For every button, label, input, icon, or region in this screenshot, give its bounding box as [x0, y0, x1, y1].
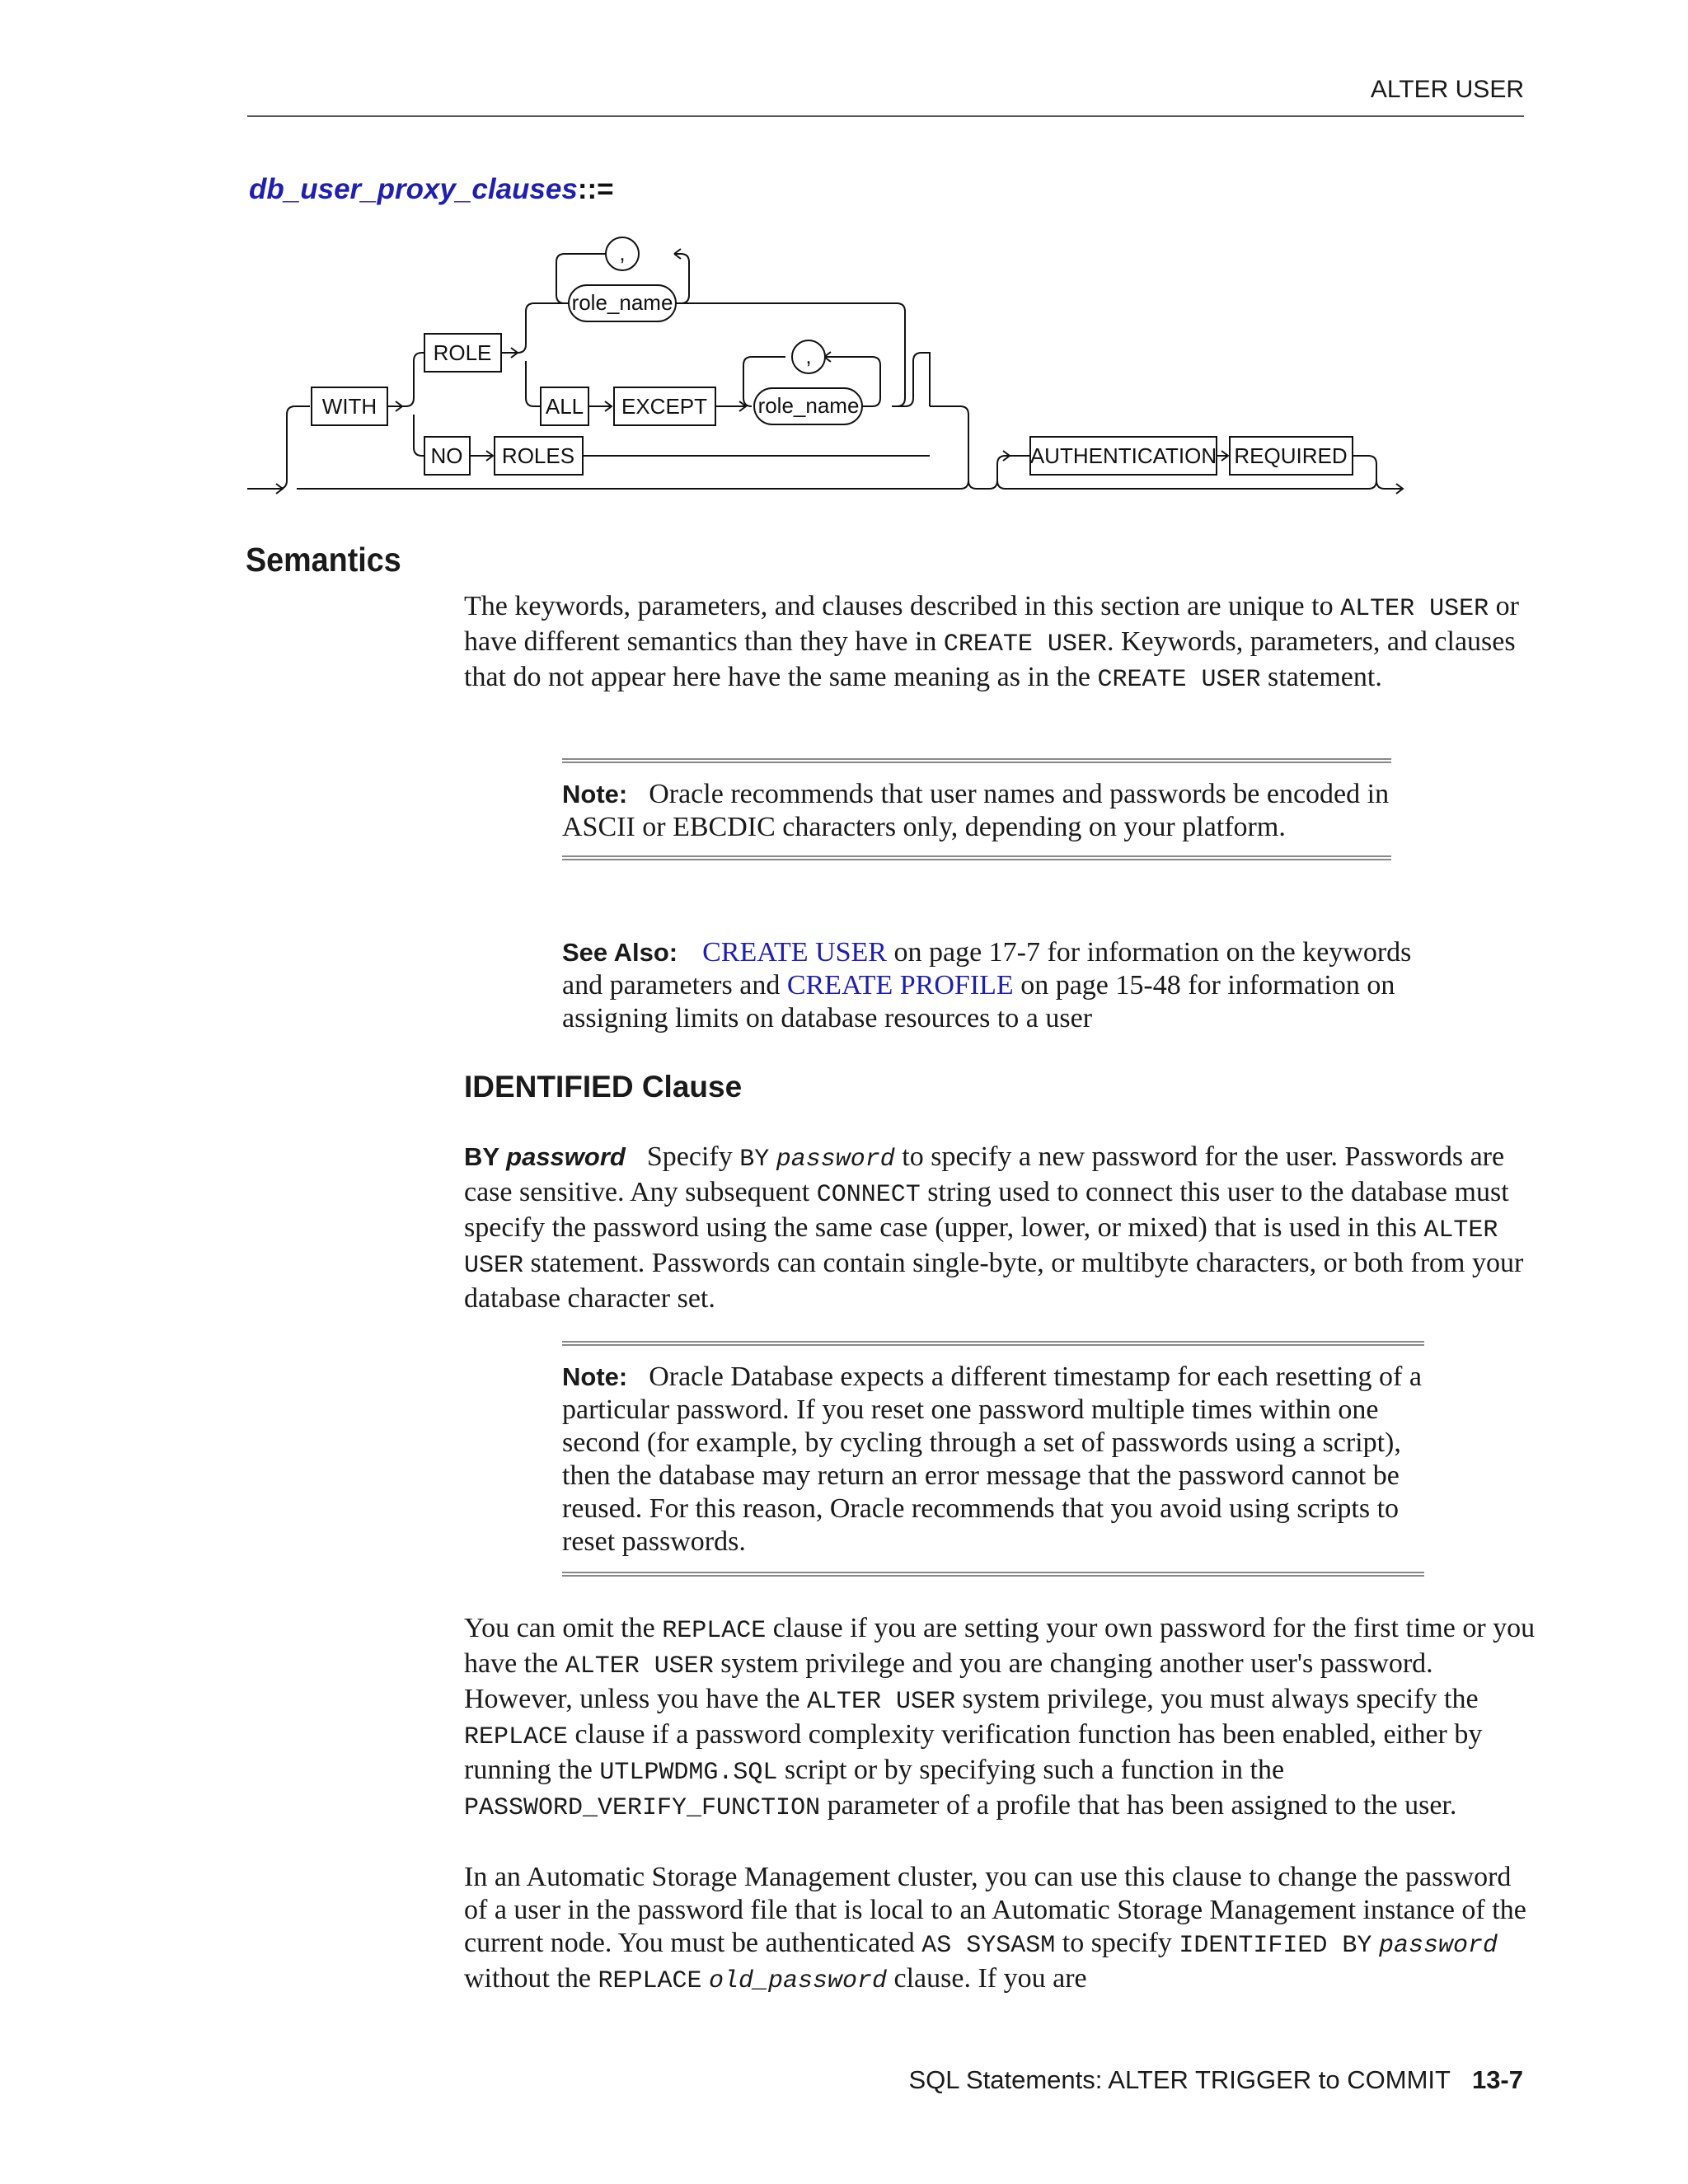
intro-code-1: ALTER USER — [1340, 595, 1489, 623]
asm-text-4: clause. If you are — [887, 1963, 1087, 1994]
replace-code-2: ALTER USER — [565, 1652, 714, 1680]
no-label: NO — [430, 443, 463, 468]
by-text-1: Specify — [646, 1141, 740, 1172]
note-label: Note: — [562, 780, 628, 808]
running-footer — [908, 2065, 1523, 2095]
intro-text-3: . Keywords, parameters, and clauses that do not appear here have the same meaning as in the — [464, 626, 1516, 692]
comma-label-1: , — [619, 241, 626, 265]
term-by: BY — [464, 1142, 499, 1171]
replace-code-6: PASSWORD_VERIFY_FUNCTION — [464, 1794, 821, 1822]
by-code-2: CONNECT — [816, 1181, 921, 1209]
asm-paragraph — [464, 1861, 1536, 1998]
asm-code-3-italic: old_password — [708, 1967, 888, 1995]
footer-title: SQL Statements: ALTER TRIGGER to COMMIT — [908, 2065, 1451, 2094]
page-number: 13-7 — [1471, 2065, 1523, 2094]
running-header: ALTER USER — [1370, 76, 1524, 103]
roles-label: ROLES — [501, 443, 575, 468]
by-password-paragraph — [464, 1141, 1536, 1315]
replace-code-1: REPLACE — [662, 1617, 767, 1645]
intro-code-3: CREATE USER — [1097, 666, 1261, 694]
replace-text-1: You can omit the — [464, 1613, 663, 1643]
identified-clause-heading: IDENTIFIED Clause — [464, 1070, 743, 1104]
by-text-4: statement. Passwords can contain single-byte, or multibyte characters, or both from your database character set. — [464, 1248, 1524, 1314]
syntax-symbol: ::= — [577, 173, 614, 205]
by-text-2: to specify a new password for the user. Passwords are case sensitive. Any subsequent — [464, 1141, 1505, 1207]
syntax-diagram — [0, 0, 1688, 527]
replace-text-4: system privilege, you must always specify the — [955, 1684, 1479, 1714]
by-code-1: BY — [739, 1146, 770, 1174]
authentication-label: AUTHENTICATION — [1029, 443, 1217, 468]
replace-code-3: ALTER USER — [806, 1688, 955, 1716]
intro-code-2: CREATE USER — [943, 630, 1107, 658]
by-text-3: string used to connect this user to the database must specify the password using the same case (upper, lower, or mixed) that is used in this — [464, 1177, 1509, 1243]
by-code-1-italic: password — [776, 1146, 895, 1174]
term-password: password — [506, 1142, 626, 1171]
asm-text-1: In an Automatic Storage Management cluster, you can use this clause to change the password of a user in the password file that is local to an Automatic Storage Management instance of the current node. You must be authenticated — [464, 1862, 1526, 1958]
replace-paragraph — [464, 1612, 1536, 1825]
syntax-name: db_user_proxy_clauses — [249, 173, 578, 205]
by-password-term — [464, 1142, 626, 1171]
intro-text-4: statement. — [1260, 662, 1382, 692]
asm-text-3: without the — [464, 1963, 598, 1994]
asm-code-2: IDENTIFIED BY — [1179, 1932, 1372, 1960]
see-also-block — [562, 936, 1428, 1035]
asm-code-2-italic: password — [1378, 1932, 1498, 1960]
see-also-text-1: on page 17-7 for information on the keywords and parameters and — [562, 937, 1412, 1001]
see-also-text-2: on page 15-48 for information on assigning limits on database resources to a user — [562, 970, 1395, 1033]
intro-paragraph — [464, 590, 1536, 696]
note-box-1 — [562, 758, 1391, 860]
asm-code-1: AS SYSASM — [921, 1932, 1056, 1960]
intro-text-2: or have different semantics than they have in — [464, 591, 1519, 657]
replace-text-3: system privilege and you are changing another user's password. However, unless you have the — [464, 1648, 1433, 1714]
note-label: Note: — [562, 1362, 628, 1391]
create-profile-link[interactable]: CREATE PROFILE — [786, 970, 1014, 1001]
note-text: Oracle recommends that user names and passwords be encoded in ASCII or EBCDIC characters only, depending on your platform. — [562, 779, 1390, 842]
with-label: WITH — [321, 394, 377, 419]
replace-text-6: script or by specifying such a function in the — [777, 1755, 1285, 1785]
except-label: EXCEPT — [621, 394, 708, 419]
replace-text-5: clause if a password complexity verification function has been enabled, either by running the — [464, 1719, 1483, 1785]
all-label: ALL — [545, 394, 584, 419]
by-code-3: ALTER USER — [464, 1216, 1498, 1280]
intro-text-1: The keywords, parameters, and clauses described in this section are unique to — [464, 591, 1341, 621]
role-name-label-1: role_name — [571, 290, 673, 315]
replace-code-4: REPLACE — [464, 1723, 569, 1751]
semantics-heading: Semantics — [246, 541, 401, 579]
note-text: Oracle Database expects a different timestamp for each resetting of a particular password. If you reset one password multiple times within one second (for example, by cycling through a set of passwords using a script), then the database may return an error message that the password cannot be reused. For this reason, Oracle recommends that you avoid using scripts to reset passwords. — [562, 1361, 1422, 1557]
comma-label-2: , — [805, 344, 812, 368]
asm-text-2: to specify — [1055, 1928, 1179, 1958]
asm-code-3: REPLACE — [598, 1967, 702, 1995]
replace-text-7: parameter of a profile that has been assigned to the user. — [820, 1790, 1457, 1821]
replace-text-2: clause if you are setting your own password for the first time or you have the — [464, 1613, 1536, 1679]
create-user-link[interactable]: CREATE USER — [702, 937, 887, 968]
required-label: REQUIRED — [1234, 443, 1348, 468]
role-label: ROLE — [433, 340, 492, 365]
see-also-label: See Also: — [562, 938, 678, 967]
replace-code-5: UTLPWDMG.SQL — [599, 1759, 778, 1787]
role-name-label-2: role_name — [757, 393, 860, 418]
note-box-2 — [562, 1341, 1424, 1577]
